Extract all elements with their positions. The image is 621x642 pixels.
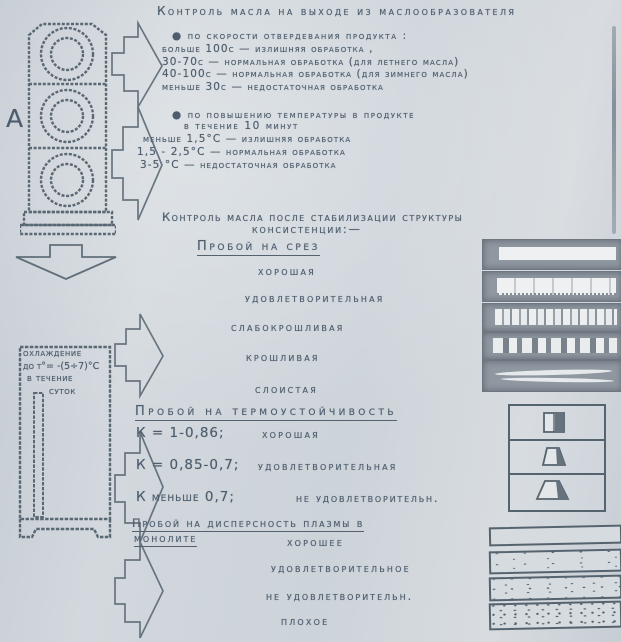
cooling-line-1: охлаждение <box>23 348 82 359</box>
speed-criterion-lines <box>162 43 469 93</box>
cooling-line-2: до t°= -(5÷7)°С <box>23 360 100 372</box>
dispersion-sample-unsatisfactory <box>489 575 621 602</box>
cut-sample-bar <box>499 247 616 260</box>
cut-sample-photo-layered <box>482 360 621 392</box>
thermal-test-title: Пробой на термоустойчивость <box>135 404 397 419</box>
speed-line-2: 30-70с — нормальная обработка (для летнего масла) <box>162 55 460 68</box>
cut-sample-photo-crumbly <box>482 332 621 360</box>
speed-line-1: больше 100с — излишняя обработка , <box>162 43 374 55</box>
cut-grade-satisfactory: удовлетворительная <box>245 291 385 305</box>
thermal-k-3: К меньше 0,7; <box>136 489 235 505</box>
thermal-cell-divider <box>510 473 604 475</box>
thermal-sample-shape-unsatisfactory <box>534 478 574 504</box>
flow-arrow-down <box>14 243 118 281</box>
cooling-line-4: суток <box>49 385 76 397</box>
cut-sample-photo-good <box>482 239 621 270</box>
dispersion-grade-satisfactory: удовлетворительное <box>271 561 411 575</box>
cut-test-title: Пробой на срез <box>197 239 321 254</box>
dispersion-grade-bad: плохое <box>281 614 330 628</box>
thermal-sample-shape-satisfactory <box>536 444 576 470</box>
cooling-line-3: в течение <box>27 373 74 385</box>
cut-sample-bar <box>493 338 617 353</box>
cut-sample-layer-line <box>495 368 612 376</box>
cut-sample-photo-satisfactory <box>482 271 621 302</box>
butter-former-diagram <box>20 19 116 251</box>
temp-line-3: 3-5 °С — недостаточная обработка <box>140 159 337 171</box>
thermal-cell-divider <box>510 439 604 441</box>
cut-grade-good: хорошая <box>258 264 316 278</box>
temp-criterion-lines <box>137 133 351 172</box>
thermal-grade-3: не удовлетворительн. <box>296 491 440 505</box>
dispersion-test-title-1: Пробой на дисперсность плазмы в <box>132 516 365 530</box>
cooling-note <box>23 348 111 398</box>
temp-line-2: 1,5 - 2,5°С — нормальная обработка <box>137 146 346 158</box>
page-title: Контроль масла на выходе из маслообразователя <box>157 4 517 18</box>
flow-arrow-top-group <box>109 20 165 222</box>
cut-sample-layer-line <box>501 377 614 383</box>
thermal-k-2: К = 0,85-0,7; <box>136 457 240 473</box>
dispersion-grade-good: хорошее <box>287 535 344 549</box>
dispersion-grade-unsatisfactory: не удовлетворительн. <box>266 589 414 603</box>
speed-line-4: меньше 30с — недостаточная обработка <box>162 80 384 93</box>
speed-line-3: 40-100с — нормальная обработка (для зимнего масла) <box>162 68 469 81</box>
dispersion-sample-satisfactory <box>489 549 621 575</box>
thermal-grade-1: хорошая <box>262 427 320 441</box>
cut-sample-photo-slightly-crumbly <box>482 303 621 332</box>
cut-grade-slightly-crumbly: слабокрошливая <box>231 320 345 334</box>
temp-criterion-heading-2: в течение 10 минут <box>184 120 299 132</box>
dispersion-sample-bad <box>489 601 621 631</box>
thermal-k-1: К = 1-0,86; <box>136 425 225 441</box>
stabilization-heading-2: консистенции:— <box>252 222 362 236</box>
dispersion-test-title-2: монолите <box>134 531 198 545</box>
cut-grade-crumbly: крошливая <box>246 350 320 364</box>
dispersion-sample-good <box>489 525 621 547</box>
thermal-grade-2: удовлетворительная <box>258 459 398 473</box>
cut-sample-bar <box>495 309 617 325</box>
temp-line-1: меньше 1,5°С — излишняя обработка <box>143 133 352 145</box>
temp-criterion-heading-1: ● по повышению температуры в продукте <box>172 109 416 121</box>
stabilization-heading-1: Контроль масла после стабилизации структуры <box>162 210 464 224</box>
flow-arrow-bottom-group <box>112 312 166 642</box>
cut-sample-bar <box>497 278 616 295</box>
cut-grade-layered: слоистая <box>255 382 318 396</box>
page-edge-shadow <box>612 26 616 234</box>
thermal-sample-shape-good <box>536 410 576 436</box>
apparatus-label: А <box>6 104 25 133</box>
speed-criterion-heading: ● по скорости отвердевания продукта : <box>172 30 408 42</box>
thermal-sample-box <box>508 404 606 512</box>
